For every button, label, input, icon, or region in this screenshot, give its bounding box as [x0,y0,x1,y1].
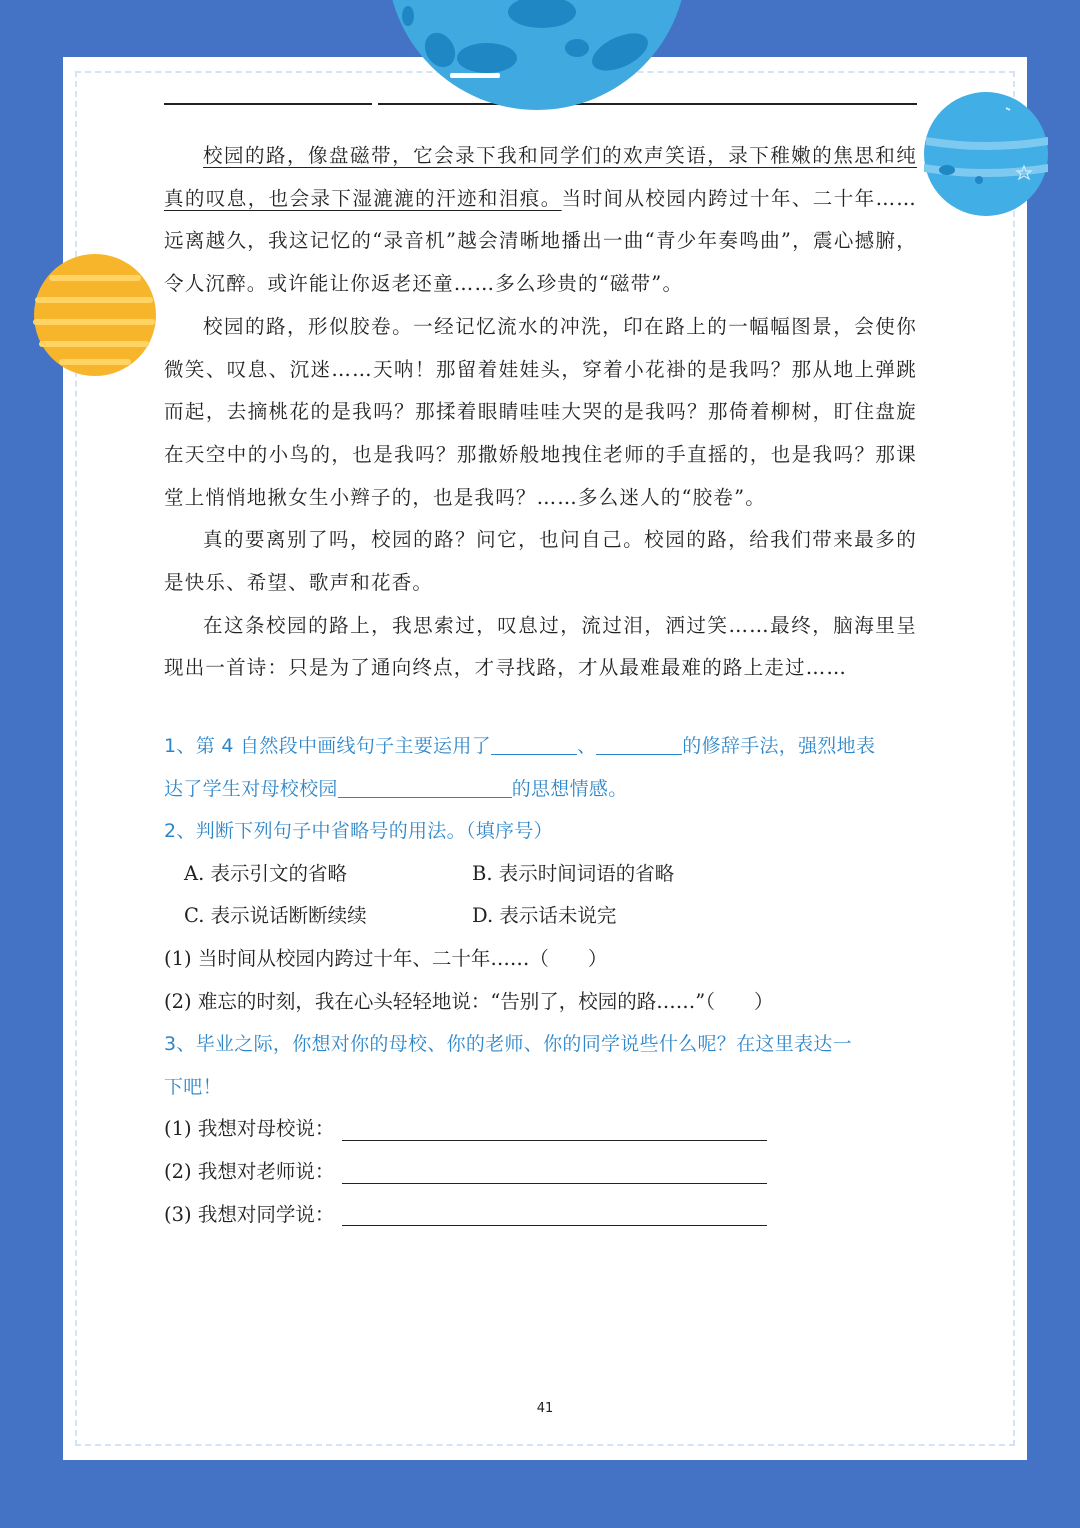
option-d: D. 表示话未说完 [472,904,617,928]
paragraph-3: 真的要离别了吗，校园的路？问它，也问自己。校园的路，给我们带来最多的是快乐、希望、歌声和花香。 [164,528,917,595]
options-row-1 [164,853,924,896]
question-3-title-cont: 下吧！ [164,1075,222,1098]
question-3-item-2: (2) 我想对老师说： [164,1151,924,1194]
worksheet-page [63,57,1027,1460]
answer-blank-2[interactable] [596,735,682,755]
underlined-sentence: 校园的路，像盘磁带，它会录下我和同学们的欢声笑语，录下稚嫩的焦思和纯真的叹息，也会录下湿漉漉的汗迹和泪痕。 [164,144,917,210]
question-1: 1、第 4 自然段中画线句子主要运用了 、 的修辞手法，强烈地表 [164,735,876,757]
paragraph-2: 校园的路，形似胶卷。一经记忆流水的冲洗，印在路上的一幅幅图景，会使你微笑、叹息、沉迷……天呐！那留着娃娃头，穿着小花褂的是我吗？那从地上弹跳而起，去摘桃花的是我吗？那揉着眼睛哇哇大哭的是我吗？那倚着柳树，盯住盘旋在天空中的小鸟的，也是我吗？那撒娇般地拽住老师的手直摇的，也是我吗？那课堂上悄悄地揪女生小辫子的，也是我吗？……多么迷人的“胶卷”。 [164,314,917,509]
question-3-item-3: (3) 我想对同学说： [164,1194,924,1237]
paragraph-4: 在这条校园的路上，我思索过，叹息过，流过泪，洒过笑……最终，脑海里呈现出一首诗：只是为了通向终点，才寻找路，才从最难最难的路上走过…… [164,613,917,680]
answer-line-teacher[interactable] [342,1161,767,1184]
answer-blank-3[interactable] [338,778,512,798]
reading-passage [164,135,917,690]
question-1-cont: 达了学生对母校校园 的思想情感。 [164,777,628,800]
option-a: A. 表示引文的省略 [184,861,347,885]
top-planet-icon [372,0,702,110]
answer-line-school[interactable] [342,1118,767,1141]
answer-line-classmates[interactable] [342,1203,767,1226]
question-2-item-1[interactable]: (1) 当时间从校园内跨过十年、二十年……（ ） [164,946,608,970]
questions-section [164,725,924,1236]
options-row-2 [164,895,924,938]
answer-blank-1[interactable] [491,735,577,755]
question-2-title: 2、判断下列句子中省略号的用法。（填序号） [164,820,553,843]
left-sun-icon [32,252,158,378]
option-b: B. 表示时间词语的省略 [472,861,675,885]
question-3-title: 3、毕业之际，你想对你的母校、你的老师、你的同学说些什么呢？在这里表达一 [164,1033,852,1056]
option-c: C. 表示说话断断续续 [184,904,367,928]
page-number: 41 [536,1401,554,1416]
paragraph-1: 校园的路，像盘磁带，它会录下我和同学们的欢声笑语，录下稚嫩的焦思和纯真的叹息，也会录下湿漉漉的汗迹和泪痕。当时间从校园内跨过十年、二十年……远离越久，我这记忆的“录音机”越会清晰地播出一曲“青少年奏鸣曲”，震心撼腑，令人沉醉。或许能让你返老还童……多么珍贵的“磁带”。 [164,144,917,296]
right-planet-icon [924,92,1050,218]
question-3-item-1: (1) 我想对母校说： [164,1108,924,1151]
question-2-item-2[interactable]: (2) 难忘的时刻，我在心头轻轻地说：“告别了，校园的路……”（ ） [164,989,774,1013]
